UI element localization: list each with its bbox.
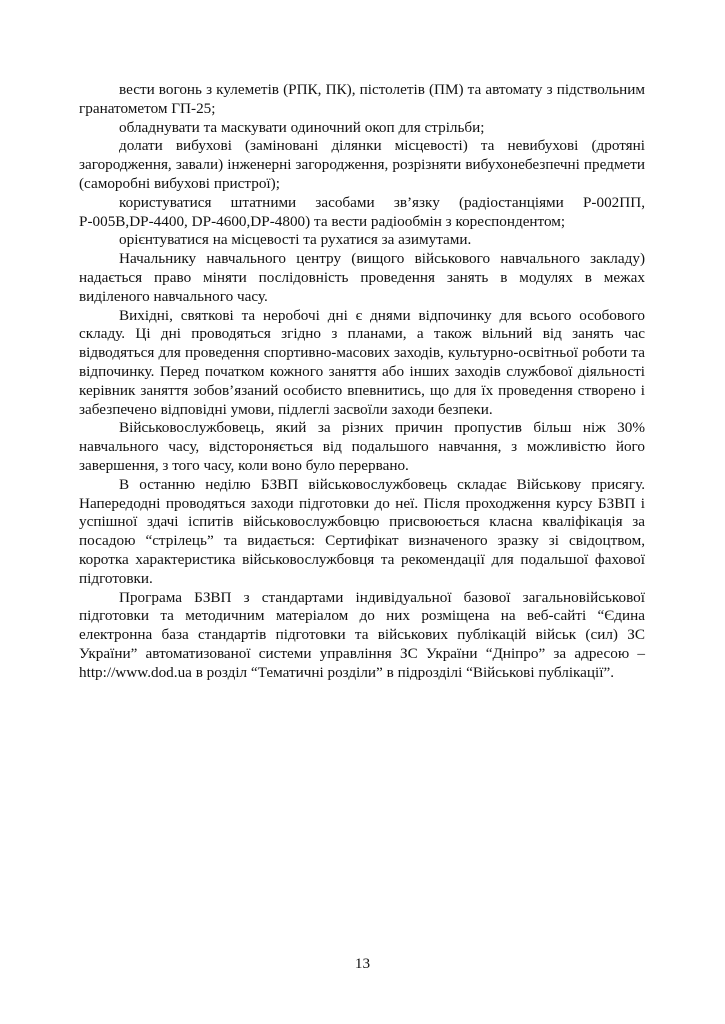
paragraph-oath: В останню неділю БЗВП військовослужбовець складає Військову присягу. Напередодні проводяться заходи підготовки до неї. Після проходження курсу БЗВП і успішної здачі іспитів військовослужбовцю присвоюється класна кваліфікація за посадою “стрілець” та видається: Сертифікат визначеного зразку зі свідоцтвом, коротка характеристика військовослужбовця та рекомендації для подальшої фахової підготовки.	[79, 475, 645, 587]
paragraph-trench: обладнувати та маскувати одиночний окоп для стрільби;	[119, 118, 485, 136]
paragraph-program-location: Програма БЗВП з стандартами індивідуальної базової загальновійськової підготовки та методичним матеріалом до них розміщена на веб-сайті “Єдина електронна база стандартів підготовки та військових публікацій військ (сил) ЗС України” автоматизованої системи управління ЗС України “Дніпро” за адресою – http://www.dod.ua в розділ “Тематичні розділи” в підрозділі “Військові публікації”.	[79, 588, 645, 681]
body-text	[79, 81, 645, 683]
page-number: 13	[354, 955, 371, 972]
paragraph-radio: користуватися штатними засобами зв’язку (радіостанціями Р-002ПП, Р-005В,DP-4400, DP-4600,DP-4800) та вести радіообмін з кореспондентом;	[79, 193, 645, 230]
paragraph-missed-time: Військовослужбовець, який за різних причин пропустив більш ніж 30% навчального часу, відстороняється від подальшого навчання, з можливістю його завершення, з того часу, коли воно було перервано.	[79, 419, 645, 474]
paragraph-days-off: Вихідні, святкові та неробочі дні є днями відпочинку для всього особового складу. Ці дні проводяться згідно з планами, а також вільний від занять час відводяться для проведення спортивно-масових заходів, культурно-освітньої роботи та відпочинку. Перед початком кожного заняття або інших заходів службової діяльності керівник заняття зобов’язаний особисто впевнитись, що для їх проведення створено і забезпечено відповідні умови, підлеглі засвоїли заходи безпеки.	[79, 306, 645, 418]
paragraph-fire-weapons: вести вогонь з кулеметів (РПК, ПК), пістолетів (ПМ) та автомату з підствольним гранатометом ГП-25;	[79, 81, 645, 117]
paragraph-training-center: Начальнику навчального центру (вищого військового навчального закладу) надається право міняти послідовність проведення занять в модулях в межах виділеного навчального часу.	[79, 250, 645, 305]
paragraph-obstacles: долати вибухові (заміновані ділянки місцевості) та невибухові (дротяні загородження, завали) інженерні загородження, розрізняти вибухонебезпечні предмети (саморобні вибухові пристрої);	[79, 137, 645, 192]
paragraph-orientation: орієнтуватися на місцевості та рухатися за азимутами.	[119, 231, 472, 249]
